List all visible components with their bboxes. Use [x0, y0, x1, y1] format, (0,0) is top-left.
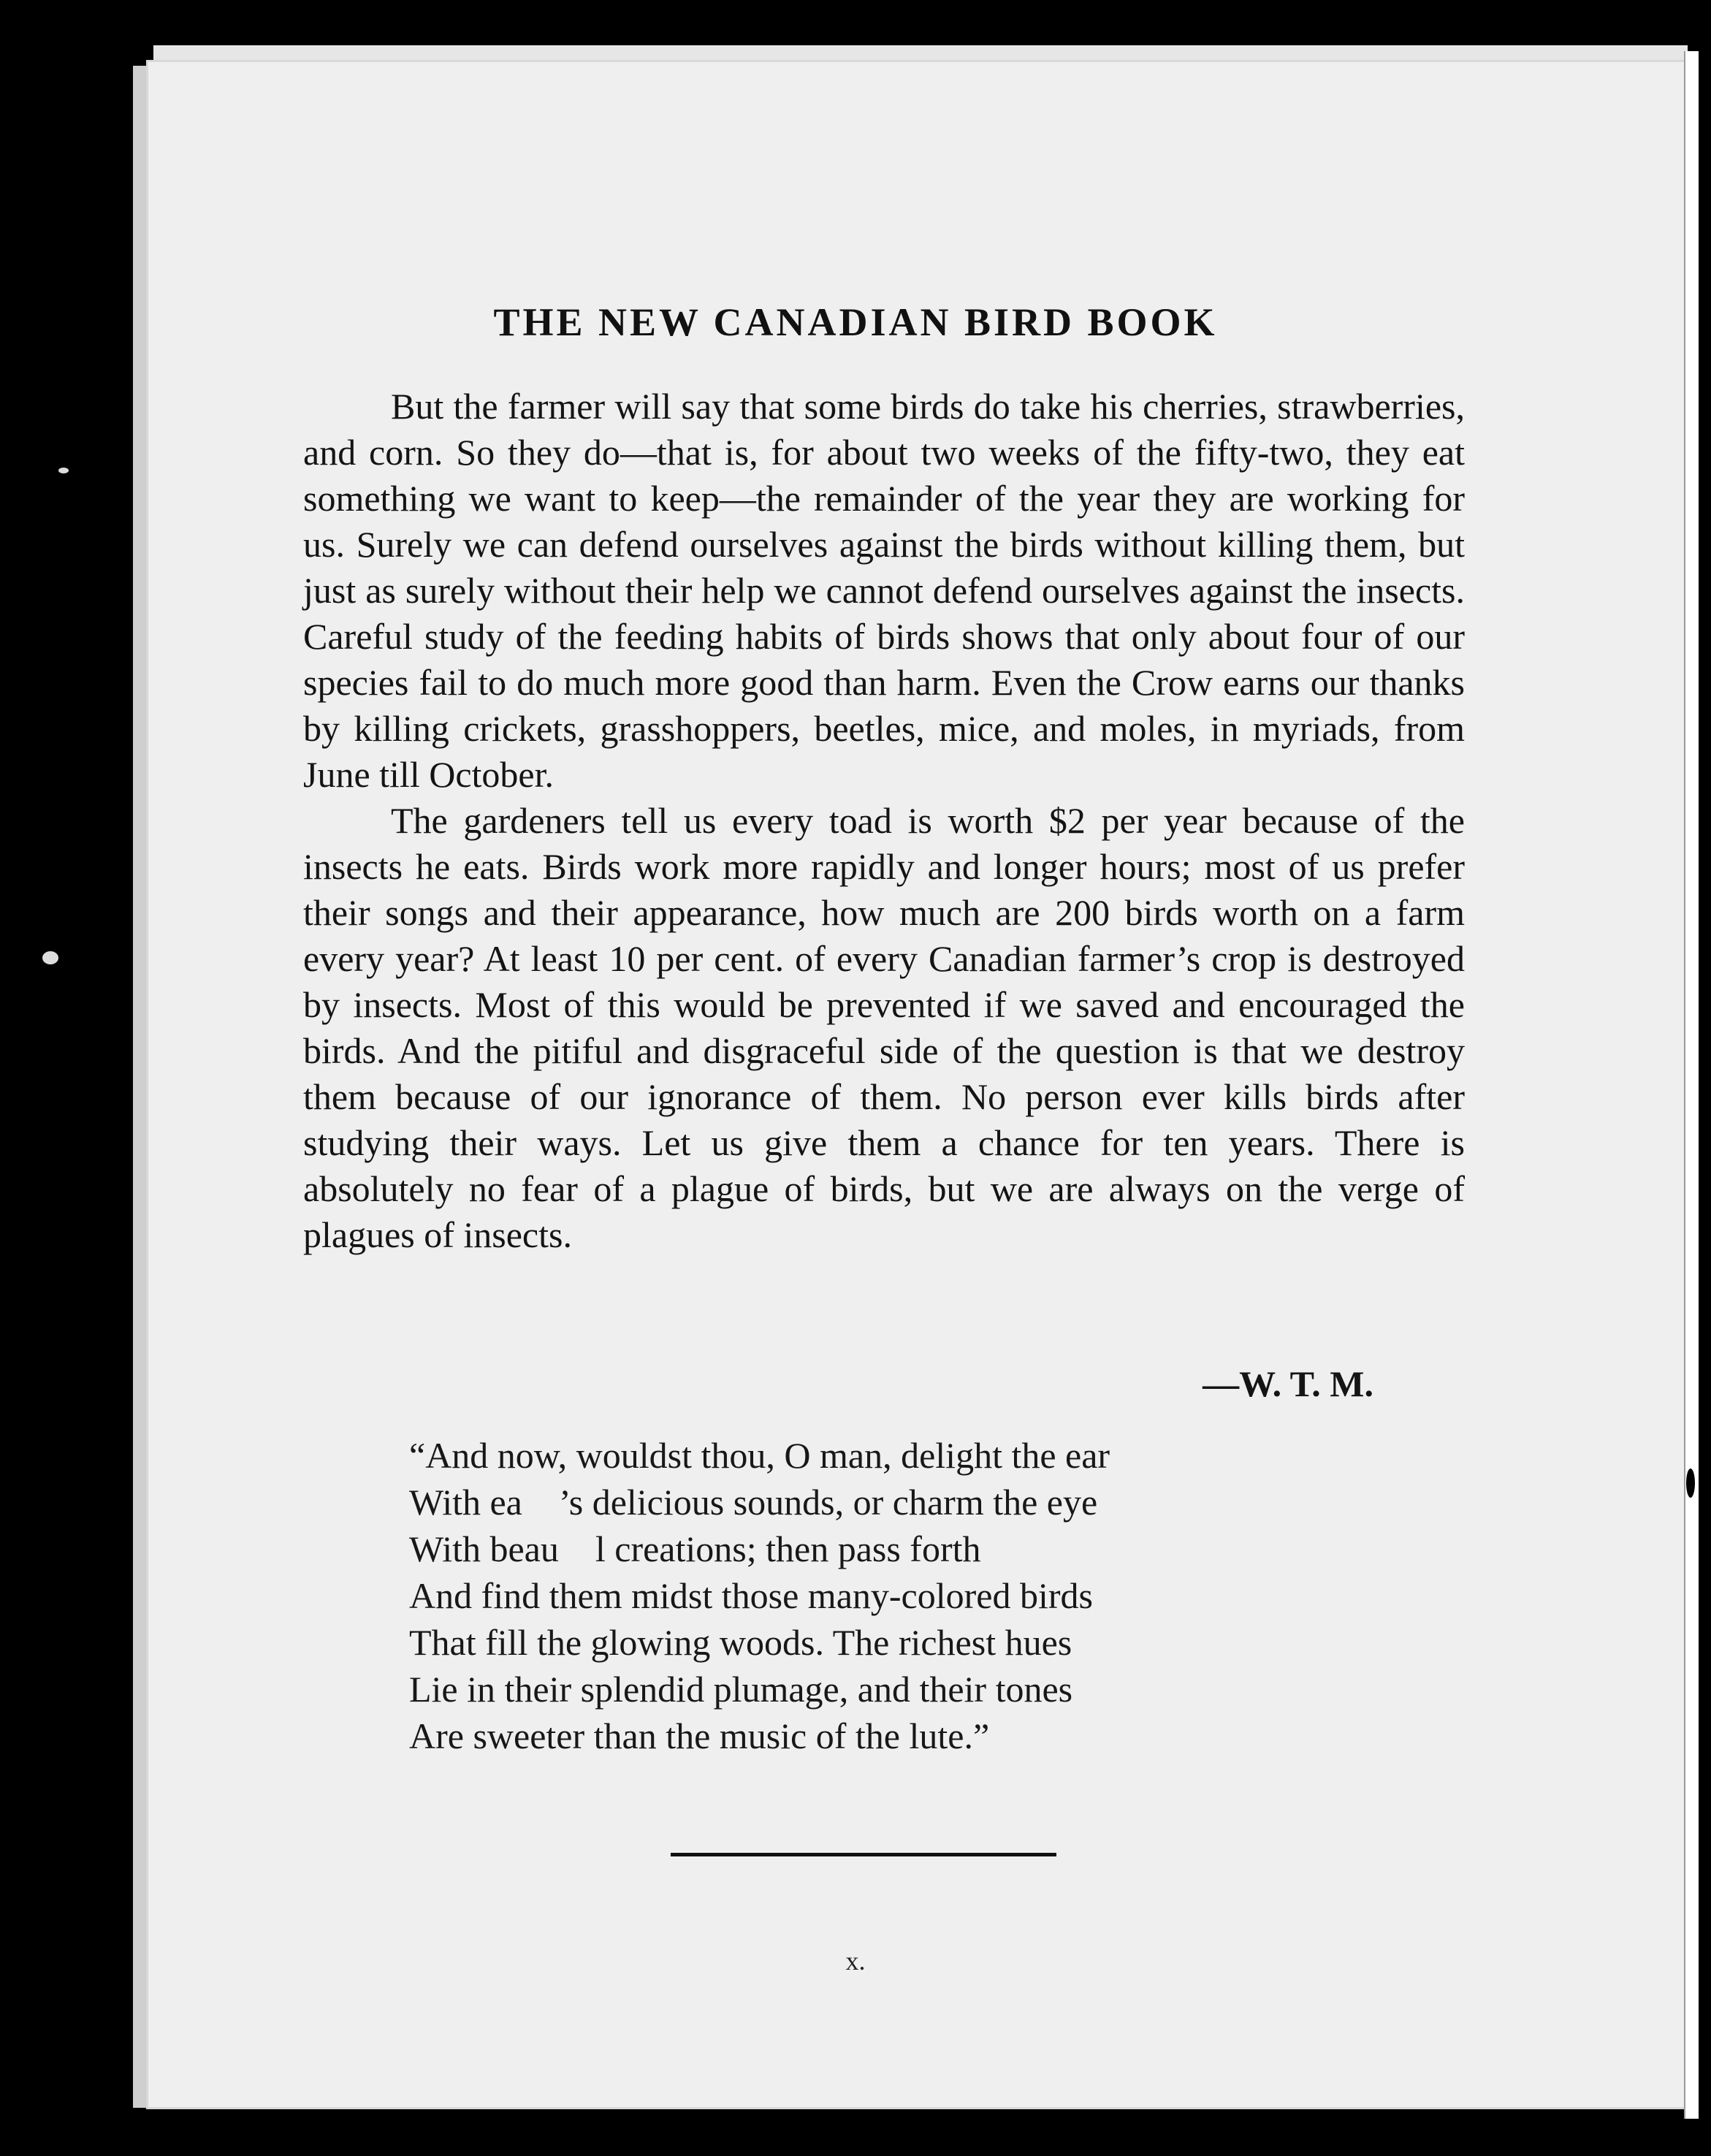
scan-speck [1686, 1469, 1695, 1498]
page-left-edge [133, 66, 148, 2108]
poem-line: Lie in their splendid plumage, and their tones [409, 1669, 1073, 1710]
poem-quotation [409, 1432, 1359, 1759]
author-signature: —W. T. M. [1203, 1363, 1373, 1404]
poem-line: And find them midst those many-colored birds [409, 1575, 1093, 1616]
poem-line: With ea ’s delicious sounds, or charm the eye [409, 1482, 1098, 1523]
scan-speck [42, 951, 58, 964]
paragraph: The gardeners tell us every toad is worth $2 per year because of the insects he eats. Birds work more rapidly and longer hours; most of us prefer their songs and their appearance, how much are 200 birds worth on a farm every year? At least 10 per cent. of every Canadian farmer’s crop is destroyed by insects. Most of this would be prevented if we saved and encouraged the birds. And the pitiful and disgraceful side of the question is that we destroy them because of our ignorance of them. No person ever kills birds after studying their ways. Let us give them a chance for ten years. There is absolutely no fear of a plague of birds, but we are always on the verge of plagues of insects. [303, 800, 1465, 1255]
body-text [303, 384, 1465, 1258]
poem-line: With beau l creations; then pass forth [409, 1528, 981, 1569]
paragraph: But the farmer will say that some birds do take his cherries, strawberries, and corn. So they do—that is, for about two weeks of the fifty-two, they eat something we want to keep—the remainder of the year they are working for us. Surely we can defend ourselves against the birds without killing them, but just as surely without their help we cannot defend ourselves against the insects. Careful study of the feeding habits of birds shows that only about four of our species fail to do much more good than harm. Even the Crow earns our thanks by killing crickets, grasshoppers, beetles, mice, and moles, in myriads, from June till October. [303, 386, 1465, 795]
poem-line: “And now, wouldst thou, O man, delight the ear [409, 1435, 1110, 1476]
poem-line: Are sweeter than the music of the lute.” [409, 1715, 990, 1756]
scan-speck [58, 468, 69, 473]
running-head: THE NEW CANADIAN BIRD BOOK [493, 300, 1218, 344]
poem-line: That fill the glowing woods. The richest hues [409, 1622, 1072, 1663]
page-right-edge [1684, 51, 1699, 2119]
section-divider-rule [671, 1853, 1056, 1856]
page-number: x. [845, 1946, 866, 1976]
